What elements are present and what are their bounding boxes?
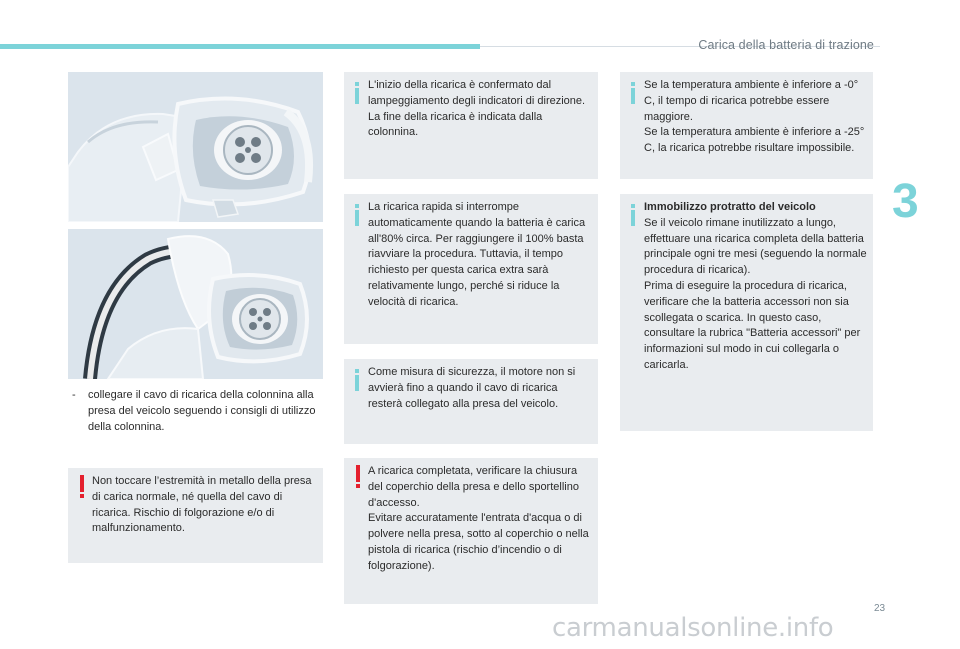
info-text-safety: Come misura di sicurezza, il motore non si avvierà fino a quando il cavo di ricarica resterà collegato alla presa del veicolo. [368, 366, 576, 410]
charge-port-open-illustration [68, 72, 323, 222]
watermark[interactable]: carmanualsonline.info [552, 613, 834, 643]
info-icon [353, 204, 361, 226]
info-text-immobile-1: Se il veicolo rimane inutilizzato a lungo, effettuare una ricarica completa della batteria principale ogni tre mesi (seguendo la normale procedura di ricarica). [644, 216, 867, 277]
instruction-text: collegare il cavo di ricarica della colonnina alla presa del veicolo seguendo i consigli di utilizzo della colonnina. [88, 389, 316, 433]
chapter-number: 3 [892, 175, 919, 228]
info-box-charge-start [344, 72, 598, 179]
info-title-immobilization: Immobilizzo protratto del veicolo [644, 201, 816, 213]
info-text-temp-25: Se la temperatura ambiente è inferiore a -25° C, la ricarica potrebbe risultare impossibile. [644, 126, 865, 155]
info-text-fast: La ricarica rapida si interrompe automaticamente quando la batteria è carica all'80% circa. Per raggiungere il 100% basta riavviare la procedura. Tuttavia, il tempo richiesto per questa carica extra sarà relativamente lungo, perché si riduce la velocità di ricarica. [368, 201, 586, 308]
info-text-temp-0: Se la temperatura ambiente è inferiore a -0° C, il tempo di ricarica potrebbe essere maggiore. [644, 79, 859, 123]
charge-cable-plugged-icon [68, 229, 323, 379]
info-text-start: L'inizio della ricarica è confermato dal lampeggiamento degli indicatori di direzione. [368, 79, 586, 107]
warning-icon [354, 465, 362, 489]
warning-text-check-cover: A ricarica completata, verificare la chiusura del coperchio della presa e dello sportellino d'accesso. [368, 465, 579, 509]
charge-port-open-icon [68, 72, 323, 222]
info-icon [629, 82, 637, 104]
header-accent-bar [0, 44, 480, 49]
info-box-long-immobilization [620, 194, 873, 431]
warning-text-avoid-water: Evitare accuratamente l'entrata d'acqua o di polvere nella presa, sotto al coperchio o nella pistola di ricarica (rischio d’incendio o di folgorazione). [368, 512, 589, 572]
info-text-end: La fine della ricarica è indicata dalla colonnina. [368, 110, 543, 139]
charge-cable-plugged-illustration [68, 229, 323, 379]
info-icon [353, 369, 361, 391]
warning-icon [78, 475, 86, 499]
info-icon [629, 204, 637, 226]
section-title: Carica della batteria di trazione [698, 38, 874, 52]
instruction-dash: - [72, 389, 76, 401]
warning-box-metal-contacts [68, 468, 323, 563]
info-icon [353, 82, 361, 104]
instruction-item [72, 388, 324, 435]
info-box-temperature [620, 72, 873, 179]
warning-box-charge-complete [344, 458, 598, 604]
info-box-fast-charge [344, 194, 598, 344]
info-box-safety [344, 359, 598, 444]
warning-text: Non toccare l’estremità in metallo della presa di carica normale, né quella del cavo di ricarica. Rischio di folgorazione e/o di malfunzionamento. [92, 475, 312, 535]
page-number: 23 [874, 603, 886, 614]
info-text-immobile-2: Prima di eseguire la procedura di ricarica, verificare che la batteria accessori non sia scollegata o scarica. In questo caso, consultare la rubrica "Batteria accessori" per informazioni sul modo in cui collegarla o caricarla. [644, 279, 861, 371]
